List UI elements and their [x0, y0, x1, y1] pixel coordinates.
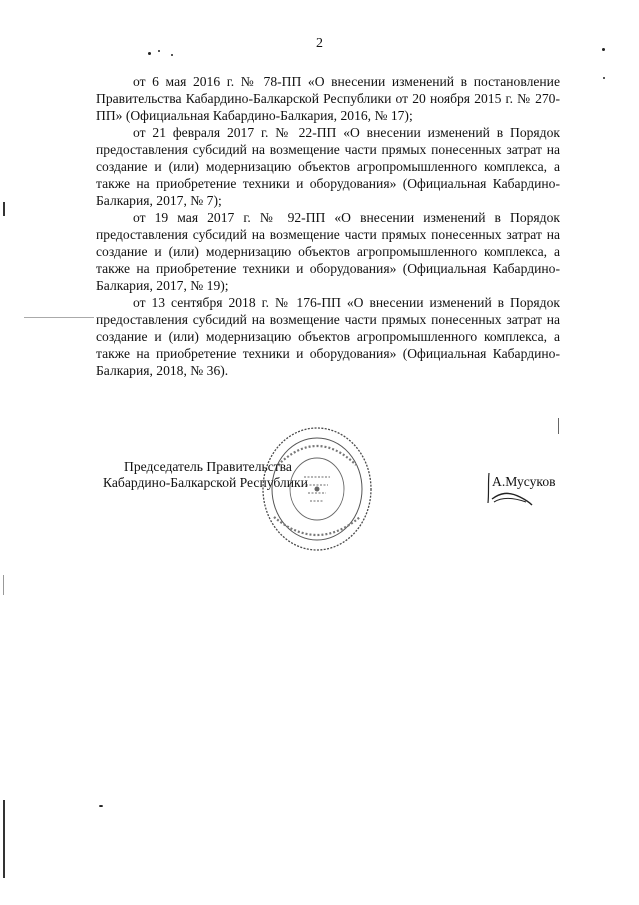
amendment-paragraph: от 21 февраля 2017 г. № 22-ПП «О внесении изменений в Порядок предоставления субсидий на возмещение части прямых понесенных затрат на создание и (или) модернизацию объектов агропромышленного комплекса, а также на приобретение техники и оборудования» (Официальная Кабардино-Балкария, 2017, № 7);	[96, 125, 560, 208]
page-number: 2	[316, 36, 323, 51]
signer-name: А.Мусуков	[492, 474, 556, 489]
amendments-list	[96, 73, 560, 379]
scan-mark-left-2	[3, 575, 4, 595]
scan-speck-right	[603, 77, 605, 79]
scan-speck-right	[602, 48, 605, 51]
amendment-paragraph: от 13 сентября 2018 г. № 176-ПП «О внесении изменений в Порядок предоставления субсидий на возмещение части прямых понесенных затрат на создание и (или) модернизацию объектов агропромышленного комплекса, а также на приобретение техники и оборудования» (Официальная Кабардино-Балкария, 2018, № 36).	[96, 295, 560, 378]
scan-speck-bottom	[99, 805, 103, 807]
amendment-paragraph: от 6 мая 2016 г. № 78-ПП «О внесении изменений в постановление Правительства Кабардино-Балкарской Республики от 20 ноября 2015 г. № 270-ПП» (Официальная Кабардино-Балкария, 2016, № 17);	[96, 74, 560, 123]
scan-mark-right-1	[558, 418, 559, 434]
scan-speck-top	[158, 50, 160, 52]
scan-mark-dashed-line	[24, 317, 94, 318]
signer-title-line-1: Председатель Правительства	[124, 459, 292, 474]
scan-mark-left-1	[3, 202, 5, 216]
official-seal	[260, 425, 374, 558]
scan-mark-left-3	[3, 800, 5, 878]
scan-speck-top	[171, 54, 173, 56]
scan-speck-top	[148, 52, 151, 55]
signer-title-line-2: Кабардино-Балкарской Республики	[103, 475, 308, 490]
amendment-paragraph: от 19 мая 2017 г. № 92-ПП «О внесении изменений в Порядок предоставления субсидий на возмещение части прямых понесенных затрат на создание и (или) модернизацию объектов агропромышленного комплекса, а также на приобретение техники и оборудования» (Официальная Кабардино-Балкария, 2017, № 19);	[96, 210, 560, 293]
